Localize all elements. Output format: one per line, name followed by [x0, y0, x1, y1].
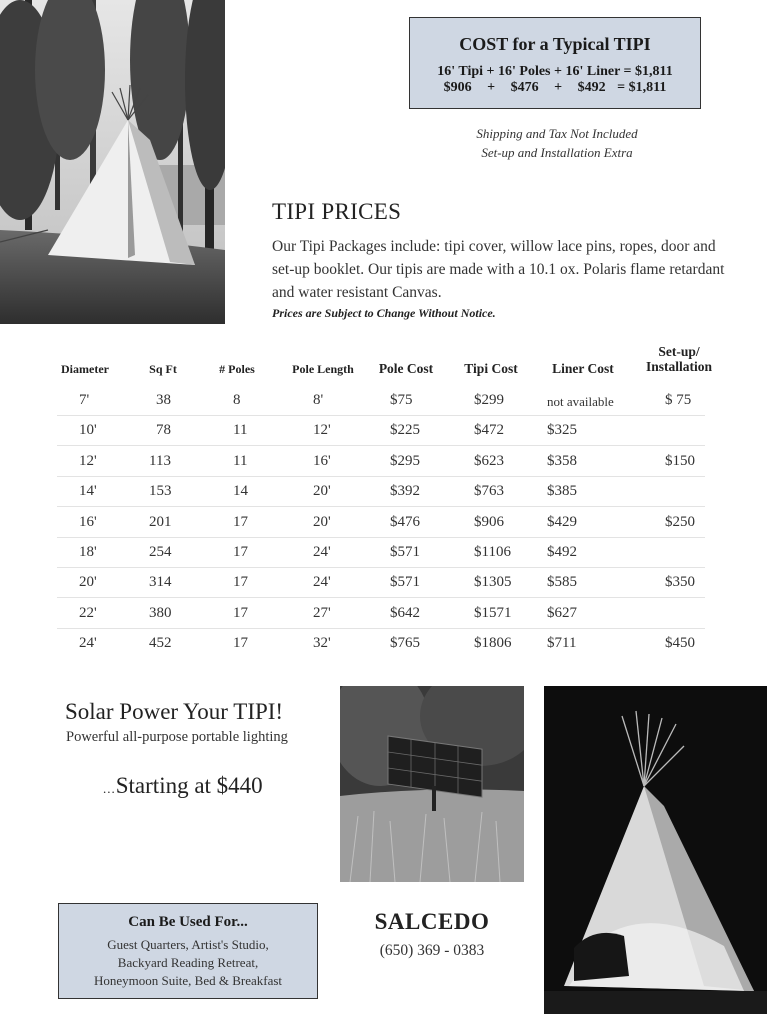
cell-tipi-cost: $299 — [474, 392, 504, 408]
cell-liner-cost: $358 — [547, 452, 577, 469]
table-row — [57, 508, 705, 538]
cell-diameter: 14' — [79, 483, 97, 500]
solar-panel-photo — [340, 686, 524, 882]
cell-sq-ft: 201 — [149, 513, 172, 530]
cell-poles: 17 — [233, 574, 248, 591]
cell-pole-cost: $75 — [390, 392, 413, 408]
table-row — [57, 477, 705, 507]
cell-tipi-cost: $1571 — [474, 604, 512, 621]
cell-diameter: 10' — [79, 422, 97, 439]
cell-sq-ft: 78 — [156, 422, 171, 439]
cost-values-line — [410, 80, 700, 96]
cell-tipi-cost: $472 — [474, 422, 504, 439]
uses-line: Backyard Reading Retreat, — [117, 955, 259, 970]
cell-poles: 11 — [233, 422, 248, 439]
solar-price — [103, 773, 263, 799]
cell-diameter: 12' — [79, 452, 97, 469]
cost-plus-sign: + — [487, 80, 496, 95]
cell-poles: 17 — [233, 513, 248, 530]
cell-tipi-cost: $623 — [474, 452, 504, 469]
cost-value-poles: $476 — [510, 80, 539, 95]
cost-value-total: = $1,811 — [617, 80, 667, 95]
cell-diameter: 24' — [79, 635, 97, 652]
cell-pole-length: 20' — [313, 483, 331, 500]
uses-box — [58, 903, 318, 999]
cell-tipi-cost: $1806 — [474, 635, 512, 652]
solar-title: Solar Power Your TIPI! — [65, 699, 284, 724]
cell-setup-cost: $450 — [665, 635, 695, 652]
cell-pole-length: 24' — [313, 574, 331, 591]
cell-poles: 17 — [233, 604, 248, 621]
cell-sq-ft: 113 — [149, 452, 171, 469]
typical-cost-box — [409, 17, 701, 109]
cell-liner-cost: $585 — [547, 574, 577, 591]
header-poles: # Poles — [219, 362, 255, 376]
cell-pole-cost: $571 — [390, 574, 420, 591]
cost-plus-sign: + — [554, 80, 563, 95]
cell-liner-cost: $429 — [547, 513, 577, 530]
uses-line: Guest Quarters, Artist's Studio, — [107, 937, 269, 952]
cell-pole-length: 24' — [313, 544, 331, 560]
table-row — [57, 599, 705, 629]
cell-pole-length: 32' — [313, 635, 331, 652]
cell-sq-ft: 38 — [156, 392, 171, 408]
cost-value-liner: $492 — [577, 80, 606, 95]
cell-diameter: 16' — [79, 513, 97, 530]
uses-title: Can Be Used For... — [128, 914, 248, 930]
cell-pole-length: 16' — [313, 452, 331, 469]
cost-breakdown-line: 16' Tipi + 16' Poles + 16' Liner = $1,811 — [437, 64, 673, 79]
cell-liner-cost: $627 — [547, 604, 577, 621]
cell-setup-cost: $150 — [665, 452, 695, 469]
cell-pole-length: 8' — [313, 392, 324, 408]
phone-number: (650) 369 - 0383 — [379, 942, 485, 959]
prices-change-note: Prices are Subject to Change Without Notice. — [272, 306, 496, 320]
cell-sq-ft: 380 — [149, 604, 172, 621]
header-pole-cost: Pole Cost — [378, 361, 434, 376]
cell-poles: 17 — [233, 544, 248, 560]
cell-poles: 17 — [233, 635, 248, 652]
table-row — [57, 447, 705, 477]
header-setup-installation: Set-up/ Installation — [645, 344, 713, 374]
cell-diameter: 20' — [79, 574, 97, 591]
table-row — [57, 568, 705, 598]
cell-tipi-cost: $1106 — [474, 544, 511, 560]
solar-price-dots: ... — [103, 781, 116, 796]
header-diameter: Diameter — [61, 362, 109, 376]
uses-list — [59, 936, 317, 990]
prices-description: Our Tipi Packages include: tipi cover, willow lace pins, ropes, door and set-up booklet. Our tipis are made with a 10.1 ox. Polaris flame retardant and water resistant Canvas. — [272, 238, 725, 301]
header-pole-length: Pole Length — [292, 362, 354, 376]
cell-poles: 11 — [233, 452, 248, 469]
cell-sq-ft: 254 — [149, 544, 172, 560]
cell-tipi-cost: $763 — [474, 483, 504, 500]
cell-pole-length: 27' — [313, 604, 331, 621]
cell-pole-cost: $642 — [390, 604, 420, 621]
header-liner-cost: Liner Cost — [552, 361, 614, 376]
tipi-night-photo — [544, 686, 767, 1014]
table-row — [57, 416, 705, 446]
header-tipi-cost: Tipi Cost — [464, 361, 518, 376]
setup-note-line: Set-up and Installation Extra — [481, 145, 633, 160]
header-sq-ft: Sq Ft — [149, 362, 177, 376]
table-row — [57, 629, 705, 659]
cell-diameter: 18' — [79, 544, 97, 560]
cell-pole-cost: $392 — [390, 483, 420, 500]
cell-pole-length: 20' — [313, 513, 331, 530]
cell-tipi-cost: $906 — [474, 513, 504, 530]
cell-pole-cost: $295 — [390, 452, 420, 469]
solar-price-text: Starting at $440 — [115, 773, 263, 798]
cell-pole-cost: $571 — [390, 544, 420, 560]
tipi-forest-photo — [0, 0, 225, 324]
cell-poles: 8 — [233, 392, 241, 408]
cell-setup-cost: $350 — [665, 574, 695, 591]
cell-liner-cost: $492 — [547, 544, 577, 560]
shipping-note-line: Shipping and Tax Not Included — [476, 126, 638, 141]
cost-value-tipi: $906 — [443, 80, 472, 95]
cell-diameter: 22' — [79, 604, 97, 621]
cell-sq-ft: 153 — [149, 483, 172, 500]
cell-pole-cost: $225 — [390, 422, 420, 439]
cell-liner-cost: $711 — [547, 635, 577, 652]
cell-tipi-cost: $1305 — [474, 574, 512, 591]
shipping-note — [409, 124, 705, 162]
cell-setup-cost: $250 — [665, 513, 695, 530]
cell-sq-ft: 314 — [149, 574, 172, 591]
cell-diameter: 7' — [79, 392, 90, 408]
cell-sq-ft: 452 — [149, 635, 172, 652]
solar-subtitle: Powerful all-purpose portable lighting — [66, 729, 288, 745]
cell-pole-length: 12' — [313, 422, 331, 439]
cell-pole-cost: $765 — [390, 635, 420, 652]
brand-name: SALCEDO — [374, 909, 490, 934]
table-row — [57, 386, 705, 416]
cell-poles: 14 — [233, 483, 248, 500]
cell-liner-cost: $325 — [547, 422, 577, 439]
cell-liner-cost: not available — [547, 394, 614, 409]
table-row — [57, 538, 705, 568]
cell-pole-cost: $476 — [390, 513, 420, 530]
uses-line: Honeymoon Suite, Bed & Breakfast — [93, 973, 283, 988]
cost-box-title: COST for a Typical TIPI — [459, 34, 651, 54]
prices-title: TIPI PRICES — [272, 199, 402, 224]
cell-liner-cost: $385 — [547, 483, 577, 500]
cell-setup-cost: $ 75 — [665, 392, 692, 408]
